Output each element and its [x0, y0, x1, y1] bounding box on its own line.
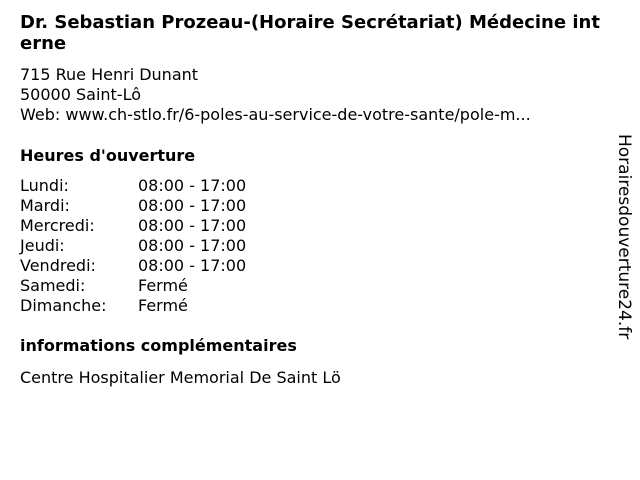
hours-time: 08:00 - 17:00 — [138, 256, 247, 275]
listing-card — [20, 12, 610, 388]
address-city: 50000 Saint-Lô — [20, 85, 141, 104]
hours-day: Lundi: — [20, 176, 69, 195]
hours-day: Vendredi: — [20, 256, 96, 275]
hours-day: Mercredi: — [20, 216, 95, 235]
hours-day: Samedi: — [20, 276, 86, 295]
website-link[interactable]: Web: www.ch-stlo.fr/6-poles-au-service-de-votre-sante/pole-m... — [20, 105, 531, 124]
hours-row — [20, 236, 610, 256]
hours-time: Fermé — [138, 276, 188, 295]
page-title: Dr. Sebastian Prozeau-(Horaire Secrétariat) Médecine interne — [20, 12, 600, 54]
address-block — [20, 65, 610, 125]
hours-row — [20, 216, 610, 236]
hours-time: Fermé — [138, 296, 188, 315]
hours-time: 08:00 - 17:00 — [138, 196, 247, 215]
hours-row — [20, 296, 610, 316]
address-street: 715 Rue Henri Dunant — [20, 65, 199, 84]
hours-table — [20, 176, 610, 316]
hours-row — [20, 276, 610, 296]
hours-row — [20, 176, 610, 196]
hours-day: Jeudi: — [20, 236, 65, 255]
hours-time: 08:00 - 17:00 — [138, 236, 247, 255]
hours-time: 08:00 - 17:00 — [138, 176, 247, 195]
brand-watermark: Horairesdouverture24.fr — [614, 134, 634, 340]
hours-day: Dimanche: — [20, 296, 107, 315]
hours-heading: Heures d'ouverture — [20, 146, 196, 165]
hours-row — [20, 196, 610, 216]
info-text: Centre Hospitalier Memorial De Saint Lö — [20, 368, 341, 387]
hours-row — [20, 256, 610, 276]
hours-day: Mardi: — [20, 196, 70, 215]
info-heading: informations complémentaires — [20, 336, 297, 355]
hours-time: 08:00 - 17:00 — [138, 216, 247, 235]
